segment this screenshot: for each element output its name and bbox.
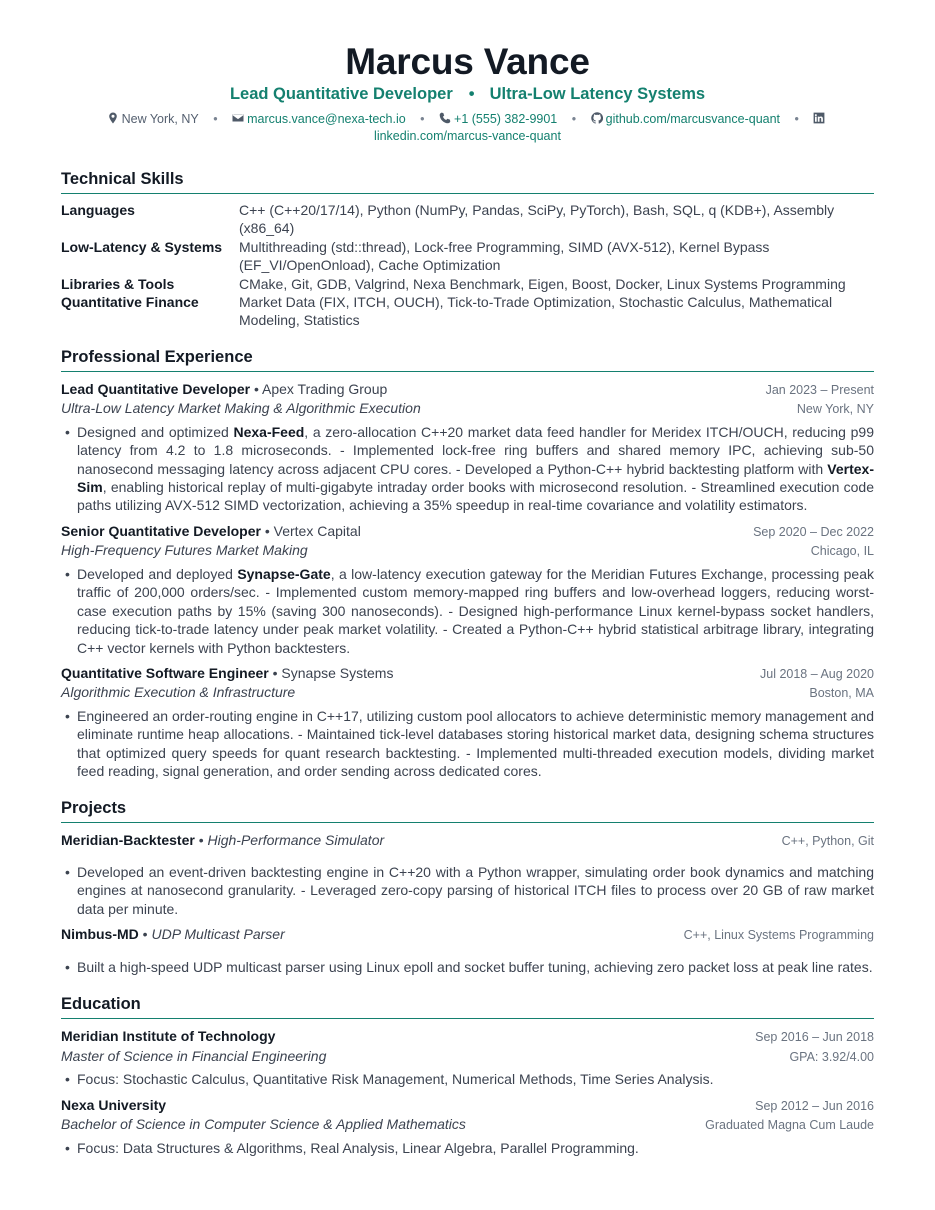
- location-text: New York, NY: [121, 112, 199, 126]
- project-tech: C++, Python, Git: [781, 833, 874, 848]
- job-sub-row: [61, 399, 874, 419]
- project-bullet: • Developed an event-driven backtesting engine in C++20 with a Python wrapper, simulating order book dynamics and matching engines at nanosecond granularity. - Leveraged zero-copy parsing of historical ITCH files to process over 20 GB of raw market data per minute.: [61, 863, 874, 918]
- job-heading: [61, 522, 361, 541]
- linkedin-link[interactable]: linkedin.com/marcus-vance-quant: [374, 129, 561, 143]
- education-dates: Sep 2012 – Jun 2016: [755, 1098, 874, 1113]
- skill-label: Libraries & Tools: [61, 275, 175, 292]
- education-header-row: [61, 1096, 874, 1116]
- envelope-icon: [232, 112, 244, 124]
- phone-link[interactable]: [439, 111, 557, 128]
- job-separator: •: [250, 380, 262, 397]
- project-tech: C++, Linux Systems Programming: [683, 928, 874, 943]
- job-company: Vertex Capital: [273, 522, 361, 539]
- job-location: Boston, MA: [809, 686, 874, 701]
- education-title: Education: [61, 994, 874, 1019]
- bullet-text: Designed and optimized: [77, 423, 234, 440]
- linkedin-icon-wrap[interactable]: [813, 111, 828, 128]
- job-role: Lead Quantitative Developer: [61, 380, 251, 397]
- skill-value: Market Data (FIX, ITCH, OUCH), Tick-to-Trade Optimization, Stochastic Calculus, Mathematical Modeling, Statistics: [239, 294, 833, 329]
- project-header-row: [61, 925, 874, 945]
- job-dates: Jul 2018 – Aug 2020: [760, 666, 874, 681]
- job-location: New York, NY: [796, 402, 874, 417]
- bullet-text: , a zero-allocation C++20 market data feed handler for Meridex ITCH/OUCH, reducing p99 latency from 4.2 to 1.8 microseconds. - Implemented lock-free ring buffers and shared memory IPC, achieving sub-50 nanosecond messaging latency across adjacent CPU cores. - Developed a Python-C++ hybrid backtesting platform with: [77, 423, 874, 477]
- skill-row: [61, 293, 874, 330]
- project-name: Nimbus-MD: [61, 926, 139, 943]
- projects-section: [61, 798, 874, 977]
- education-section: [61, 994, 874, 1157]
- skill-label: Low-Latency & Systems: [61, 238, 223, 255]
- project-bullets: [61, 863, 874, 918]
- contact-separator: •: [794, 112, 799, 126]
- project-heading: [61, 925, 285, 944]
- project-name: Meridian-Backtester: [61, 831, 195, 848]
- skill-value: CMake, Git, GDB, Valgrind, Nexa Benchmark, Eigen, Boost, Docker, Linux Systems Programming: [239, 275, 846, 292]
- job-bullet: [61, 423, 874, 515]
- projects-title: Projects: [61, 798, 874, 823]
- skills-table: [61, 201, 874, 330]
- job-header-row: [61, 664, 874, 684]
- job-separator: •: [260, 522, 274, 539]
- education-note: GPA: 3.92/4.00: [789, 1049, 874, 1064]
- bullet-text: Developed and deployed: [77, 565, 238, 582]
- education-sub-row: [61, 1115, 874, 1135]
- project-name-bold: Synapse-Gate: [237, 565, 331, 582]
- bullet-text: , a low-latency execution gateway for the Meridian Futures Exchange, processing peak traffic of 200,000 orders/sec. - Implemented custom memory-mapped ring buffers and low-overhead loggers, reducing worst-case execution paths by 15% (saving 300 nanoseconds). - Designed high-performance Linux kernel-bypass socket handlers, reducing tick-to-trade latency under peak market volatility. - Created a Python-C++ hybrid statistical arbitrage library, integrating C++ vector kernels with Python backtesters.: [77, 565, 874, 656]
- job-company: Apex Trading Group: [261, 380, 388, 397]
- job-entry: [61, 522, 874, 657]
- skill-value: C++ (C++20/17/14), Python (NumPy, Pandas, SciPy, PyTorch), Bash, SQL, q (KDB+), Assembly (x86_64): [239, 202, 835, 237]
- job-header-row: [61, 522, 874, 542]
- job-dates: Sep 2020 – Dec 2022: [753, 524, 874, 539]
- skill-row: [61, 201, 874, 238]
- project-separator: •: [194, 831, 208, 848]
- job-location: Chicago, IL: [810, 544, 874, 559]
- education-heading: [61, 1096, 166, 1115]
- project-subtitle: High-Performance Simulator: [207, 831, 385, 848]
- education-dates: Sep 2016 – Jun 2018: [755, 1030, 874, 1045]
- job-focus: Ultra-Low Latency Market Making & Algorithmic Execution: [61, 400, 421, 417]
- job-company: Synapse Systems: [281, 664, 394, 681]
- project-bullets: [61, 958, 874, 976]
- contact-info: [61, 111, 874, 145]
- github-icon: [591, 112, 603, 124]
- github-text: github.com/marcusvance-quant: [605, 112, 781, 126]
- contact-separator: •: [213, 112, 218, 126]
- education-bullets: [61, 1139, 874, 1157]
- education-bullet: • Focus: Data Structures & Algorithms, Real Analysis, Linear Algebra, Parallel Programming.: [61, 1139, 874, 1157]
- job-role: Senior Quantitative Developer: [61, 522, 261, 539]
- phone-text: +1 (555) 382-9901: [454, 112, 558, 126]
- skills-title: Technical Skills: [61, 169, 874, 194]
- job-sub-row: [61, 541, 874, 561]
- education-note: Graduated Magna Cum Laude: [705, 1118, 874, 1133]
- job-bullet: [61, 707, 874, 781]
- bullet-text: Engineered an order-routing engine in C++17, utilizing custom pool allocators to achieve deterministic memory management and eliminate runtime heap allocations. - Maintained tick-level databases storing historical market data, designing schema structures that optimized query speeds for quant research backtesting. - Implemented multi-threaded execution models, dividing market feed reading, signal generation, and order sending across dedicated cores.: [77, 707, 874, 780]
- project-entry: [61, 831, 874, 919]
- job-role: Quantitative Software Engineer: [61, 664, 269, 681]
- education-entry: [61, 1096, 874, 1157]
- project-entry: [61, 925, 874, 976]
- education-heading: [61, 1027, 275, 1046]
- experience-title: Professional Experience: [61, 347, 874, 372]
- education-header-row: [61, 1027, 874, 1047]
- headline-separator: •: [468, 85, 475, 103]
- job-sub-row: [61, 683, 874, 703]
- email-link[interactable]: [232, 111, 406, 128]
- skill-row: [61, 238, 874, 275]
- skill-label: Quantitative Finance: [61, 294, 199, 311]
- education-bullets: [61, 1070, 874, 1088]
- job-entry: [61, 380, 874, 515]
- map-pin-icon: [107, 112, 119, 124]
- contact-separator: •: [571, 112, 577, 126]
- contact-location: [107, 111, 199, 128]
- job-dates: Jan 2023 – Present: [765, 382, 874, 397]
- school-name: Meridian Institute of Technology: [61, 1028, 276, 1045]
- job-entry: [61, 664, 874, 781]
- job-header-row: [61, 380, 874, 400]
- headline-role: Lead Quantitative Developer: [229, 85, 453, 103]
- degree-name: Master of Science in Financial Engineering: [61, 1047, 327, 1064]
- resume-header: [61, 40, 874, 145]
- job-focus: Algorithmic Execution & Infrastructure: [61, 684, 296, 701]
- project-subtitle: UDP Multicast Parser: [151, 926, 285, 943]
- job-heading: [61, 380, 387, 399]
- job-heading: [61, 664, 393, 683]
- job-bullet: [61, 565, 874, 657]
- degree-name: Bachelor of Science in Computer Science & Applied Mathematics: [61, 1116, 466, 1133]
- project-separator: •: [138, 926, 152, 943]
- job-separator: •: [268, 664, 282, 681]
- skill-label: Languages: [61, 202, 135, 218]
- skill-row: [61, 275, 874, 293]
- bullet-text: , enabling historical replay of multi-gigabyte intraday order books with microsecond resolution. - Streamlined execution code paths utilizing AVX-512 SIMD vectorization, achieving a 35% speedup in real-time covariance and volatility estimators.: [77, 479, 874, 514]
- skills-section: [61, 169, 874, 330]
- project-heading: [61, 831, 384, 850]
- phone-icon: [439, 112, 451, 124]
- job-focus: High-Frequency Futures Market Making: [61, 542, 308, 559]
- education-entry: [61, 1027, 874, 1088]
- experience-section: [61, 347, 874, 781]
- headline-specialty: Ultra-Low Latency Systems: [489, 85, 706, 103]
- education-bullet: • Focus: Stochastic Calculus, Quantitative Risk Management, Numerical Methods, Time Series Analysis.: [61, 1070, 874, 1088]
- candidate-name: Marcus Vance: [345, 41, 590, 82]
- skill-value: Multithreading (std::thread), Lock-free Programming, SIMD (AVX-512), Kernel Bypass (EF_VI/OpenOnload), Cache Optimization: [239, 238, 770, 274]
- project-name-bold: Nexa-Feed: [233, 423, 305, 440]
- project-header-row: [61, 831, 874, 851]
- job-bullets: [61, 565, 874, 657]
- project-name-bold: Vertex-Sim: [77, 460, 874, 496]
- job-bullets: [61, 707, 874, 781]
- linkedin-icon: [813, 112, 825, 124]
- school-name: Nexa University: [61, 1096, 167, 1113]
- job-bullets: [61, 423, 874, 515]
- project-bullet: • Built a high-speed UDP multicast parser using Linux epoll and socket buffer tuning, achieving zero packet loss at peak line rates.: [61, 958, 874, 976]
- contact-separator: •: [420, 112, 425, 126]
- education-sub-row: [61, 1047, 874, 1067]
- headline: [61, 83, 874, 105]
- github-link[interactable]: [591, 111, 780, 128]
- email-text: marcus.vance@nexa-tech.io: [247, 112, 406, 126]
